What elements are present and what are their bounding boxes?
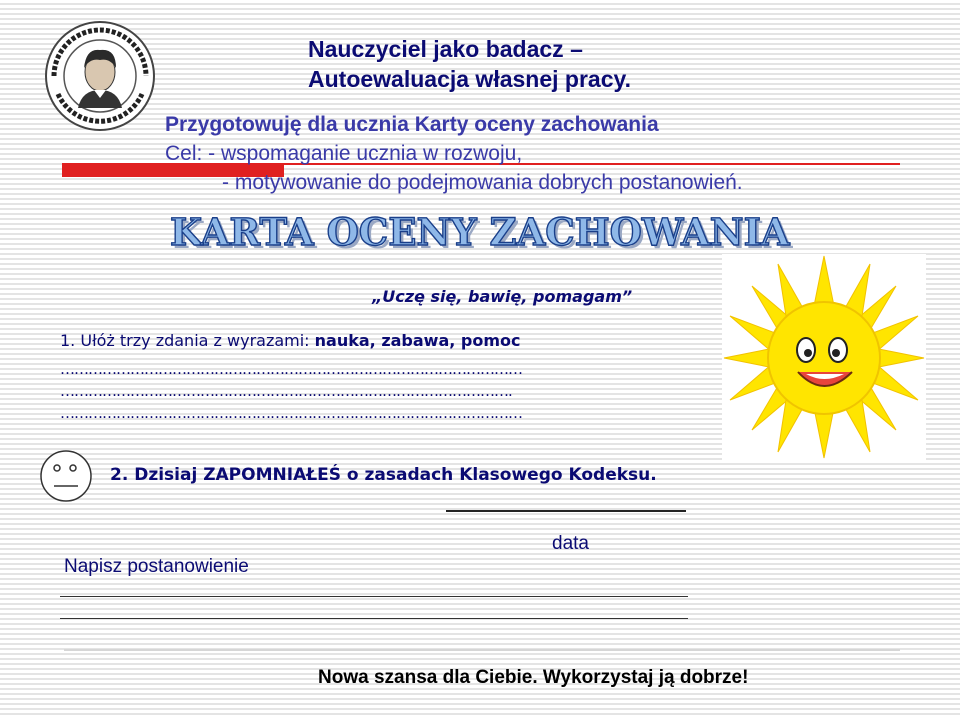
answer-line-1[interactable]: ……………………………………………………………………………………… xyxy=(60,360,522,378)
footer-text: Nowa szansa dla Ciebie. Wykorzystaj ją dobrze! xyxy=(318,667,749,688)
title-line-2: Autoewaluacja własnej pracy. xyxy=(308,66,631,92)
task-2: 2. Dzisiaj ZAPOMNIAŁEŚ o zasadach Klasowego Kodeksu. xyxy=(110,465,657,485)
sun-picture xyxy=(722,254,926,460)
sad-face-icon xyxy=(38,448,94,508)
goal-line-1: Cel: - wspomaganie ucznia w rozwoju, xyxy=(165,142,523,165)
date-line[interactable] xyxy=(446,510,686,512)
task-1-prefix: 1. Ułóż trzy zdania z wyrazami: xyxy=(60,331,315,350)
divider xyxy=(64,649,900,651)
task-1 xyxy=(60,331,521,350)
answer-line-2[interactable]: ……………………………………………………………………………………. xyxy=(60,382,512,400)
resolution-line-1[interactable] xyxy=(60,596,688,597)
smiling-sun-icon xyxy=(722,254,926,460)
task-1-words: nauka, zabawa, pomoc xyxy=(314,331,521,350)
answer-line-3[interactable]: ……………………………………………………………………………………… xyxy=(60,404,522,422)
school-logo xyxy=(40,18,160,140)
page-title xyxy=(308,34,631,94)
date-label: data xyxy=(552,533,589,554)
intro-heading: Przygotowuję dla ucznia Karty oceny zachowania xyxy=(165,113,659,136)
write-resolution-label: Napisz postanowienie xyxy=(64,556,249,577)
title-line-1: Nauczyciel jako badacz – xyxy=(308,36,583,62)
goal-line-2: - motywowanie do podejmowania dobrych postanowień. xyxy=(222,171,743,194)
card-title: KARTA OCENY ZACHOWANIA xyxy=(170,210,790,254)
card-motto: „Uczę się, bawię, pomagam” xyxy=(372,287,633,306)
resolution-line-2[interactable] xyxy=(60,618,688,619)
